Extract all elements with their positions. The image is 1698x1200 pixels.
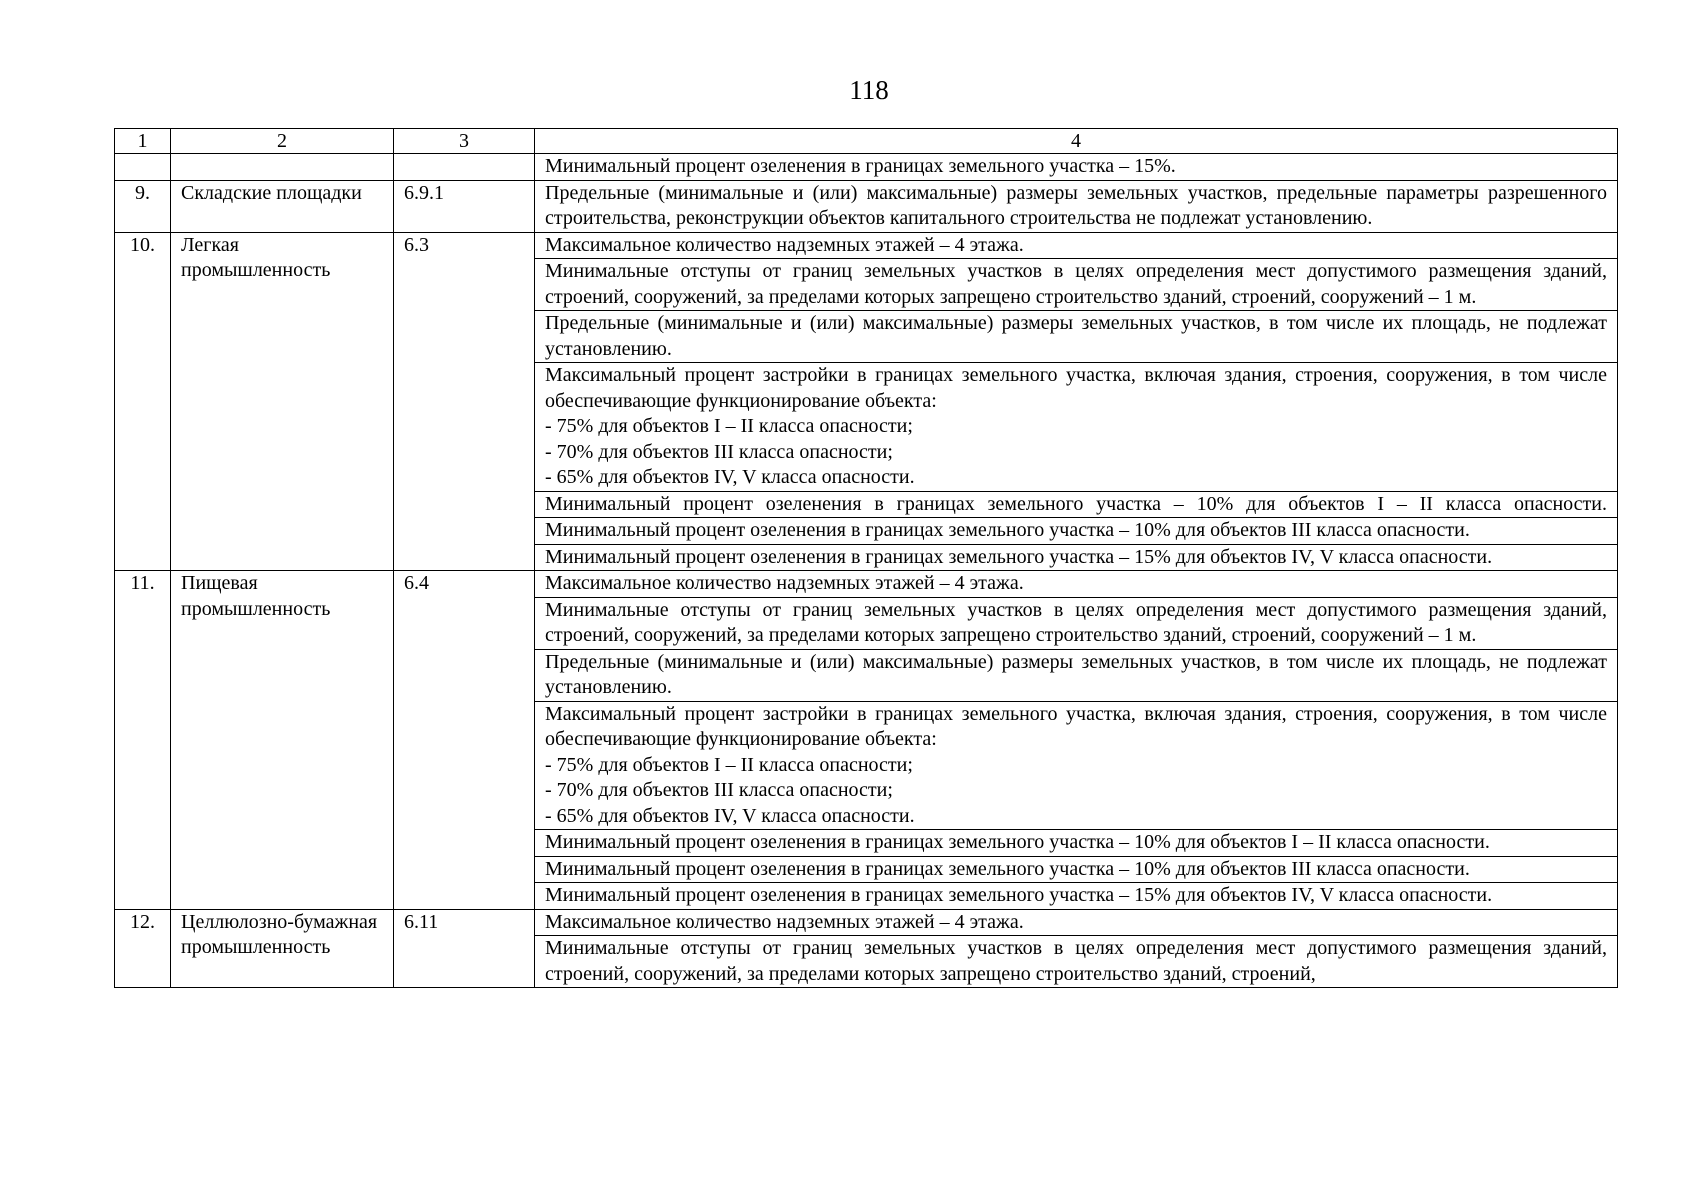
table-row	[115, 571, 1618, 598]
table-row	[115, 909, 1618, 936]
row-number: 10.	[115, 232, 171, 571]
parameter-cell: Максимальное количество надземных этажей – 4 этажа.	[535, 571, 1618, 598]
land-use-name: Складские площадки	[171, 180, 394, 232]
land-use-name: Пищевая промышленность	[171, 571, 394, 910]
row-number: 12.	[115, 909, 171, 988]
parameter-cell: Предельные (минимальные и (или) максимальные) размеры земельных участков, предельные параметры разрешенного строительства, реконструкции объектов капитального строительства не подлежат установлению.	[535, 180, 1618, 232]
table-cell-empty	[171, 154, 394, 181]
parameter-cell: Минимальный процент озеленения в границах земельного участка – 10% для объектов I – II класса опасности.	[535, 830, 1618, 857]
parameter-cell: Максимальное количество надземных этажей – 4 этажа.	[535, 909, 1618, 936]
row-number: 11.	[115, 571, 171, 910]
table-row	[115, 180, 1618, 232]
parameter-cell: Минимальный процент озеленения в границах земельного участка – 15%.	[535, 154, 1618, 181]
parameter-cell: Предельные (минимальные и (или) максимальные) размеры земельных участков, в том числе их площадь, не подлежат установлению.	[535, 311, 1618, 363]
land-use-name: Целлюлозно-бумажная промышленность	[171, 909, 394, 988]
parameter-cell: Предельные (минимальные и (или) максимальные) размеры земельных участков, в том числе их площадь, не подлежат установлению.	[535, 649, 1618, 701]
parameter-cell: Максимальный процент застройки в границах земельного участка, включая здания, строения, сооружения, в том числе обеспечивающие функционирование объекта: - 75% для объектов I – II класса опасности; - 70% для объектов III класса опасности; - 65% для объектов IV, V класса опасности.	[535, 363, 1618, 492]
parameter-cell: Минимальные отступы от границ земельных участков в целях определения мест допустимого размещения зданий, строений, сооружений, за пределами которых запрещено строительство зданий, строений,	[535, 936, 1618, 988]
column-header: 1	[115, 129, 171, 154]
parameter-cell: Минимальный процент озеленения в границах земельного участка – 10% для объектов III класса опасности.	[535, 518, 1618, 545]
parameter-cell: Минимальный процент озеленения в границах земельного участка – 10% для объектов III класса опасности.	[535, 856, 1618, 883]
parameter-cell: Минимальный процент озеленения в границах земельного участка – 15% для объектов IV, V класса опасности.	[535, 883, 1618, 910]
parameter-cell: Минимальные отступы от границ земельных участков в целях определения мест допустимого размещения зданий, строений, сооружений, за пределами которых запрещено строительство зданий, строений, сооружений – 1 м.	[535, 597, 1618, 649]
parameter-cell: Максимальное количество надземных этажей – 4 этажа.	[535, 232, 1618, 259]
land-use-name: Легкая промышленность	[171, 232, 394, 571]
parameter-cell: Минимальные отступы от границ земельных участков в целях определения мест допустимого размещения зданий, строений, сооружений, за пределами которых запрещено строительство зданий, строений, сооружений – 1 м.	[535, 259, 1618, 311]
column-header: 3	[394, 129, 535, 154]
table-row	[115, 232, 1618, 259]
parameter-cell: Максимальный процент застройки в границах земельного участка, включая здания, строения, сооружения, в том числе обеспечивающие функционирование объекта: - 75% для объектов I – II класса опасности; - 70% для объектов III класса опасности; - 65% для объектов IV, V класса опасности.	[535, 701, 1618, 830]
land-use-code: 6.11	[394, 909, 535, 988]
table-cell-empty	[115, 154, 171, 181]
land-use-code: 6.9.1	[394, 180, 535, 232]
parameter-cell: Минимальный процент озеленения в границах земельного участка – 15% для объектов IV, V класса опасности.	[535, 544, 1618, 571]
table-header-row	[115, 129, 1618, 154]
land-use-code: 6.4	[394, 571, 535, 910]
parameter-cell: Минимальный процент озеленения в границах земельного участка – 10% для объектов I – II класса опасности.	[535, 491, 1618, 518]
land-use-parameters-table	[114, 128, 1618, 988]
continuation-row	[115, 154, 1618, 181]
page-number: 118	[849, 75, 889, 105]
column-header: 2	[171, 129, 394, 154]
land-use-code: 6.3	[394, 232, 535, 571]
row-number: 9.	[115, 180, 171, 232]
column-header: 4	[535, 129, 1618, 154]
table-cell-empty	[394, 154, 535, 181]
